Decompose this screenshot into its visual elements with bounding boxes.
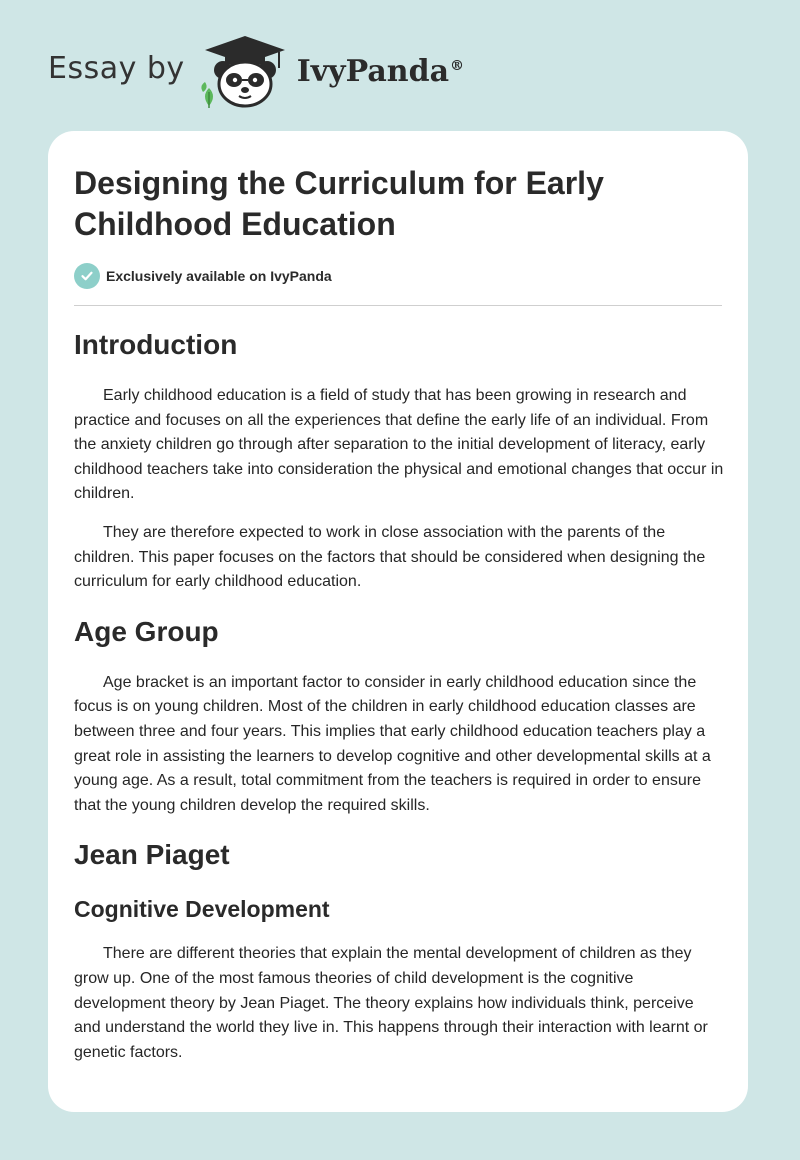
registered-mark: ® bbox=[450, 57, 465, 74]
divider bbox=[74, 305, 722, 306]
section-heading: Introduction bbox=[74, 329, 238, 360]
section-age-group bbox=[74, 615, 722, 819]
section-introduction bbox=[74, 328, 722, 595]
section-heading: Age Group bbox=[74, 615, 219, 647]
article-card bbox=[48, 131, 748, 1112]
paragraph: They are therefore expected to work in close association with the parents of the children. This paper focuses on the factors that should be considered when designing the curriculum for early childhood education. bbox=[74, 523, 706, 591]
check-icon bbox=[74, 263, 100, 289]
section-jean-piaget bbox=[74, 838, 722, 1065]
paragraph: Age bracket is an important factor to consider in early childhood education since the focus is on young children. Most of the children in early childhood education classes are between three and four years. This implies that early childhood education teachers play a great role in assisting the learners to develop cognitive and other developmental skills at a young age. As a result, total commitment from the teachers is required in order to ensure that the young children develop the required skills. bbox=[74, 673, 711, 814]
essay-by-label: Essay by bbox=[48, 50, 185, 86]
article-title: Designing the Curriculum for Early Childhood Education bbox=[74, 165, 604, 242]
paragraph: Early childhood education is a field of study that has been growing in research and practice and focuses on all the experiences that define the early life of an individual. From the anxiety children go through after separation to the initial development of literacy, early childhood teachers take into consideration the physical and emotional changes that occur in children. bbox=[74, 387, 724, 503]
section-heading: Jean Piaget bbox=[74, 839, 230, 871]
site-header bbox=[48, 30, 508, 110]
exclusive-label: Exclusively available on IvyPanda bbox=[106, 268, 332, 284]
panda-logo-icon[interactable] bbox=[199, 30, 291, 110]
exclusive-badge bbox=[74, 263, 722, 289]
paragraph: There are different theories that explain the mental development of children as they grow up. One of the most famous theories of child development is the cognitive development theory by Jean Piaget. The theory explains how individuals think, perceive and understand the world they live in. This happens through their interaction with learnt or genetic factors. bbox=[74, 945, 708, 1061]
subsection-heading: Cognitive Development bbox=[74, 896, 330, 923]
brand-name[interactable]: IvyPanda® bbox=[296, 53, 465, 89]
